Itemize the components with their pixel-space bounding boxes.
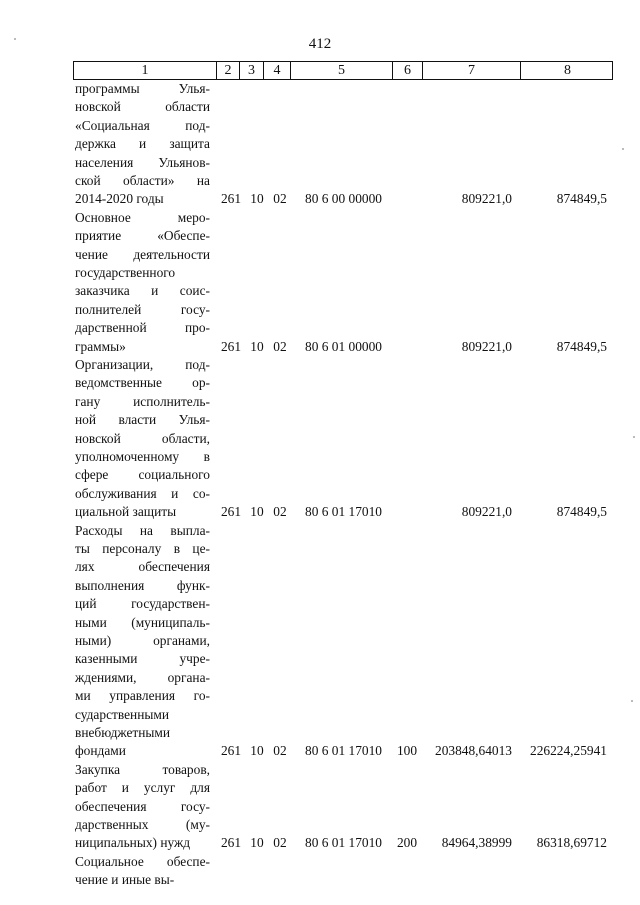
row-description-line: «Социальная под- [75,117,210,133]
row-description-line: Основное меро- [75,209,210,225]
row-description-line: 2014-2020 годы [75,191,164,207]
row-description-line: Социальное обеспе- [75,853,210,869]
row-description-line: обслуживания и со- [75,485,210,501]
row-description-line: казенными учре- [75,651,210,667]
row-description-line: государственного [75,265,176,280]
row-description-line: заказчика и соис- [75,283,210,299]
cell-col-4: 02 [273,835,287,851]
cell-col-6: 100 [396,743,418,759]
row-description-line: ной власти Улья- [75,412,210,428]
cell-col-7: 203848,64013 [435,743,512,759]
row-description-line: ждениями, органа- [75,669,210,685]
scan-speck [14,38,16,40]
row-description-line: Расходы на выпла- [75,522,210,538]
row-description-line: ниципальных) нужд [75,835,191,851]
cell-col-7: 809221,0 [461,338,512,354]
cell-col-3: 10 [250,835,264,851]
row-description-line: сударственными [75,706,170,722]
row-description-line: дарственных (му- [75,817,210,832]
column-header-3: 3 [240,62,264,79]
cell-col-8: 874849,5 [556,338,607,354]
row-description-line: новской области, [75,430,210,446]
cell-col-2: 261 [220,743,242,759]
row-description-line: выполнения функ- [75,577,210,593]
row-description-line: новской области [75,99,210,115]
cell-col-2: 261 [220,191,242,207]
row-description-line: сфере социального [75,467,210,483]
column-header-1: 1 [74,62,217,79]
row-description-line: чение и иные вы- [75,872,175,888]
row-description-line: населения Ульянов- [75,154,210,170]
scan-speck [633,436,635,438]
row-description-line: ты персоналу в це- [75,541,210,556]
cell-col-6: 200 [396,835,418,851]
cell-col-7: 84964,38999 [441,835,512,851]
row-description-line: циальной защиты [75,504,177,520]
row-description-line: работ и услуг для [75,780,210,796]
cell-col-4: 02 [273,338,287,354]
row-description-line: лях обеспечения [75,559,210,575]
row-description-line: Закупка товаров, [75,761,210,777]
cell-col-2: 261 [220,835,242,851]
cell-col-3: 10 [250,504,264,520]
row-description-line: граммы» [75,338,126,354]
row-description-line: держка и защита [75,136,210,152]
column-header-7: 7 [423,62,521,79]
column-header-2: 2 [217,62,240,79]
cell-col-3: 10 [250,338,264,354]
cell-col-8: 226224,25941 [530,743,607,759]
row-description-line: ведомственные ор- [75,375,210,391]
row-description-line: приятие «Обеспе- [75,228,210,244]
cell-col-7: 809221,0 [461,191,512,207]
cell-col-5: 80 6 01 17010 [305,835,382,851]
cell-col-7: 809221,0 [461,504,512,520]
row-description-line: чение деятельности [75,246,210,262]
scan-speck [622,148,624,150]
row-description-line: ми управления го- [75,688,210,704]
row-description-line: ными) органами, [75,633,210,648]
column-header-4: 4 [264,62,291,79]
table-header-row [73,61,613,80]
row-description-line: программы Улья- [75,81,210,96]
column-header-5: 5 [291,62,393,79]
cell-col-3: 10 [250,191,264,207]
cell-col-5: 80 6 01 00000 [305,338,382,354]
cell-col-2: 261 [220,338,242,354]
row-description-line: обеспечения госу- [75,798,210,814]
cell-col-5: 80 6 00 00000 [305,191,382,207]
row-description-line: гану исполнитель- [75,393,210,409]
row-description-line: внебюджетными [75,725,171,740]
row-description-line: полнителей госу- [75,301,210,317]
column-header-8: 8 [564,63,571,78]
cell-col-8: 874849,5 [556,191,607,207]
cell-col-4: 02 [273,504,287,520]
cell-col-4: 02 [273,191,287,207]
column-header-6: 6 [393,62,423,79]
row-description-line: уполномоченному в [75,449,210,464]
row-description-line: ными (муниципаль- [75,614,210,630]
cell-col-3: 10 [250,743,264,759]
row-description-line: фондами [75,743,126,759]
cell-col-2: 261 [220,504,242,520]
cell-col-8: 874849,5 [556,504,607,520]
row-description-line: ской области» на [75,173,210,188]
cell-col-8: 86318,69712 [536,835,607,851]
cell-col-5: 80 6 01 17010 [305,504,382,520]
row-description-line: ций государствен- [75,596,210,612]
row-description-line: дарственной про- [75,320,210,336]
page-number: 412 [308,36,332,52]
row-description-line: Организации, под- [75,357,210,372]
cell-col-4: 02 [273,743,287,759]
scan-speck [631,700,633,702]
cell-col-5: 80 6 01 17010 [305,743,382,759]
